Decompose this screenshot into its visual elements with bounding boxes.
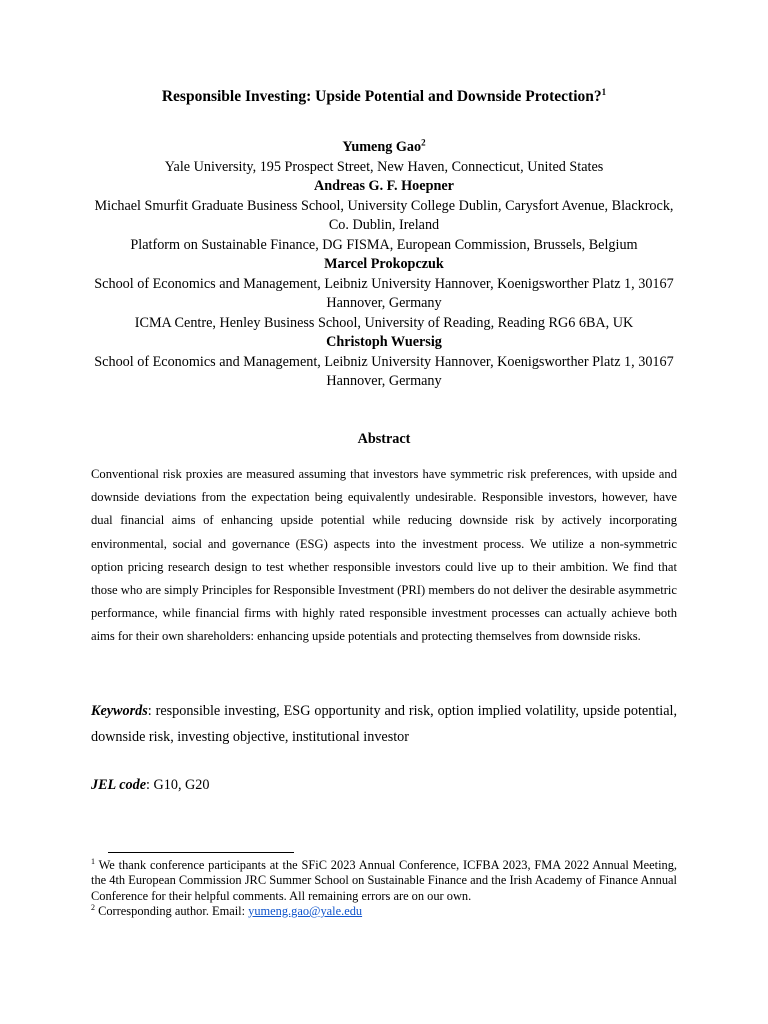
jel-text: : G10, G20 — [146, 777, 210, 793]
author-affiliation: Michael Smurfit Graduate Business School, University College Dublin, Carysfort Avenue, Blackrock, Co. Dublin, Ireland — [94, 197, 674, 233]
footnote-2-text: Corresponding author. Email: — [95, 903, 249, 918]
author-affiliation: School of Economics and Management, Leibniz University Hannover, Koenigsworther Platz 1, 30167 Hannover, Germany — [94, 275, 674, 311]
author-block — [90, 138, 678, 392]
author-footnote-mark: 2 — [421, 137, 426, 148]
author-affiliation: Yale University, 195 Prospect Street, New Haven, Connecticut, United States — [164, 158, 604, 175]
title-footnote-mark: 1 — [601, 86, 607, 97]
author-name — [90, 138, 678, 158]
author-name: Christoph Wuersig — [326, 334, 442, 350]
paper-title — [0, 86, 768, 108]
keywords-paragraph — [91, 698, 677, 750]
footnote-2 — [91, 904, 677, 919]
abstract-heading: Abstract — [357, 431, 411, 447]
keywords-label: Keywords — [91, 703, 148, 719]
author-name: Marcel Prokopczuk — [324, 256, 444, 272]
jel-code-paragraph — [91, 774, 677, 796]
footnote-1 — [91, 858, 677, 904]
author-affiliation: ICMA Centre, Henley Business School, University of Reading, Reading RG6 6BA, UK — [134, 314, 634, 331]
footnote-separator — [108, 852, 294, 853]
footnotes — [91, 858, 677, 919]
author-affiliation: Platform on Sustainable Finance, DG FISMA, European Commission, Brussels, Belgium — [130, 236, 638, 253]
paper-title-text: Responsible Investing: Upside Potential and Downside Protection? — [161, 88, 602, 105]
author-name-text: Yumeng Gao — [342, 139, 422, 155]
footnote-1-text: We thank conference participants at the SFiC 2023 Annual Conference, ICFBA 2023, FMA 2022 Annual Meeting, the 4th European Commission JRC Summer School on Sustainable Finance and the Irish Academy of Finance Annual Conference for their helpful comments. All remaining errors are on our own. — [91, 858, 677, 903]
abstract-text: Conventional risk proxies are measured assuming that investors have symmetric risk preferences, with upside and downside deviations from the expectation being equivalently undesirable. Responsible investors, however, have dual financial aims of enhancing upside potential while reducing downside risk by actively incorporating environmental, social and governance (ESG) aspects into the investment process. We utilize a non-symmetric option pricing research design to test whether responsible investors could live up to their ambition. We find that those who are simply Principles for Responsible Investment (PRI) members do not deliver the desirable asymmetric performance, while financial firms with highly rated responsible investment processes can actually achieve both aims for their own shareholders: enhancing upside potentials and protecting themselves from downside risks. — [91, 467, 677, 644]
author-name: Andreas G. F. Hoepner — [314, 178, 454, 194]
footnote-2-mark: 2 — [91, 902, 95, 912]
jel-label: JEL code — [91, 777, 147, 793]
footnote-1-mark: 1 — [91, 856, 95, 866]
author-affiliation: School of Economics and Management, Leibniz University Hannover, Koenigsworther Platz 1, 30167 Hannover, Germany — [94, 353, 674, 389]
email-link[interactable]: yumeng.gao@yale.edu — [248, 903, 363, 918]
keywords-text: : responsible investing, ESG opportunity and risk, option implied volatility, upside potential, downside risk, investing objective, institutional investor — [91, 703, 677, 745]
